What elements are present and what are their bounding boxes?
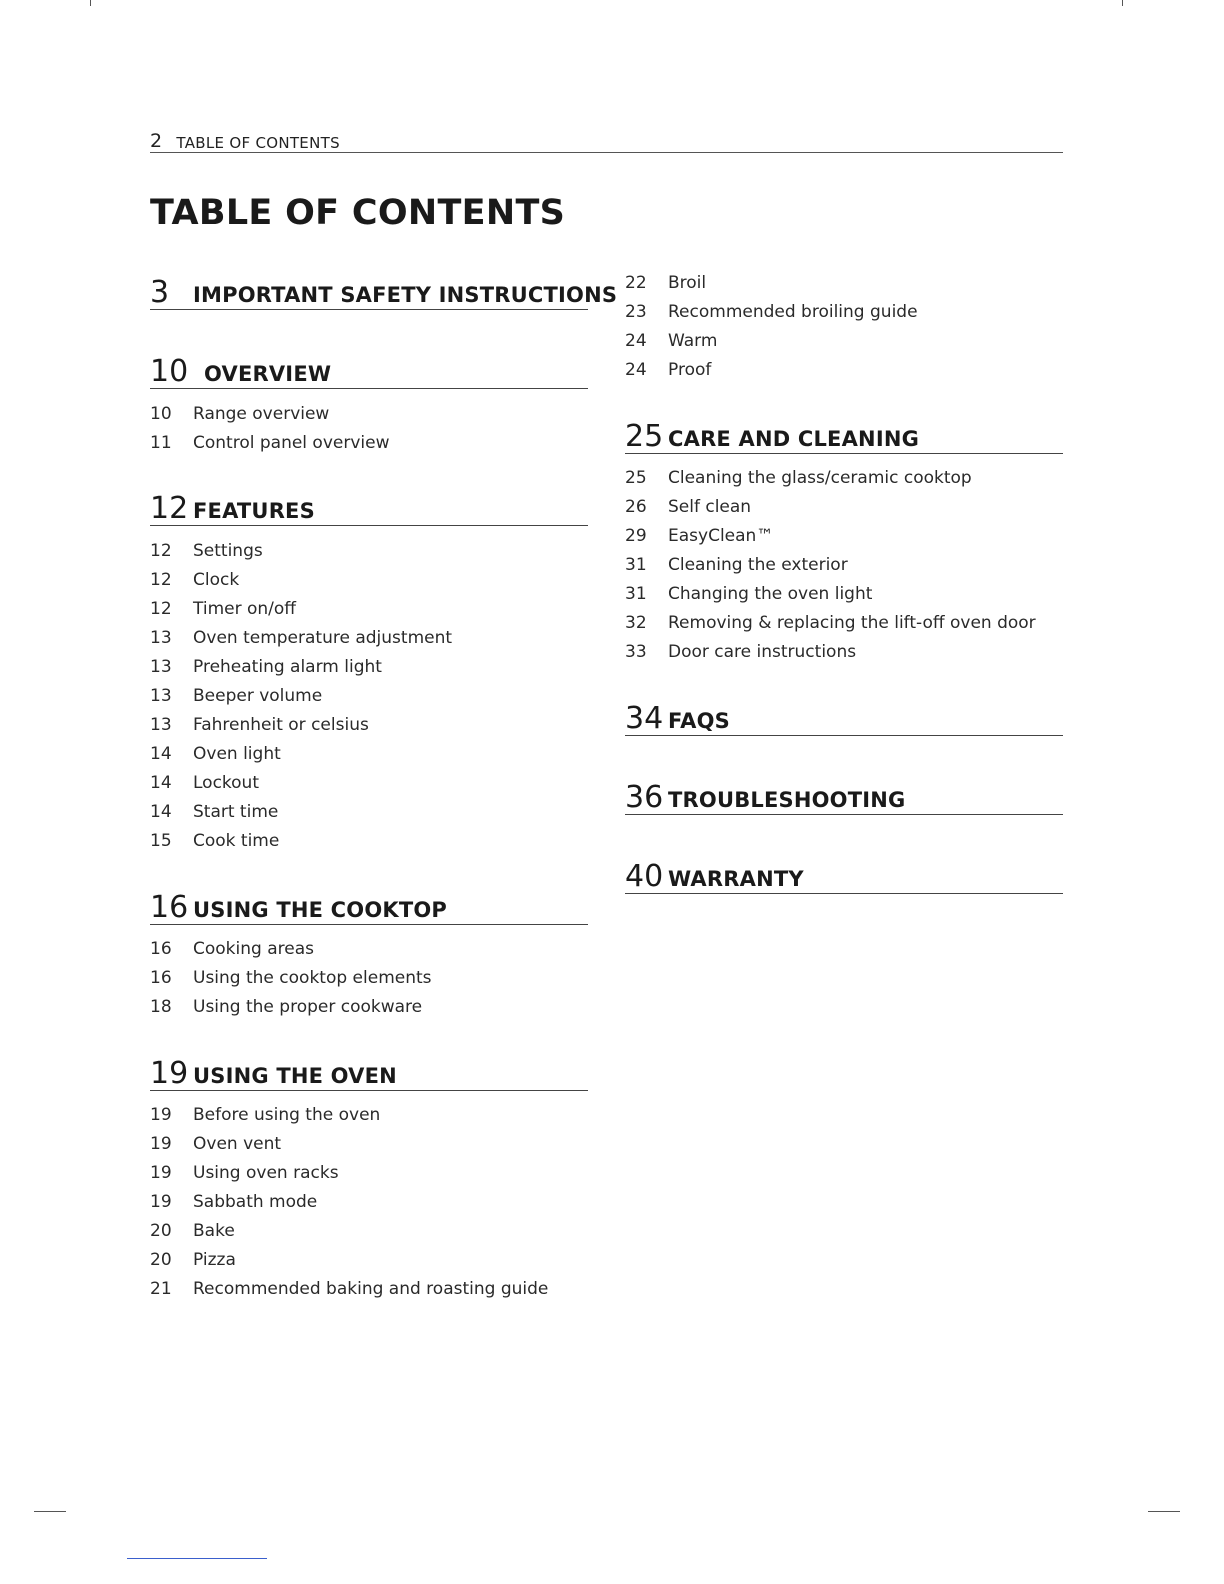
entry-title: Beeper volume	[193, 686, 323, 706]
toc-entry[interactable]	[625, 609, 1063, 638]
toc-entries	[150, 935, 588, 1022]
section-page-number: 40	[625, 859, 664, 894]
entry-title: Before using the oven	[193, 1105, 381, 1125]
toc-entry[interactable]	[625, 522, 1063, 551]
toc-entries	[150, 537, 588, 856]
entry-title: Bake	[193, 1221, 235, 1241]
toc-entry[interactable]	[150, 1101, 588, 1130]
section-heading	[150, 1056, 588, 1091]
entry-page-number: 18	[150, 997, 172, 1017]
entry-title: Pizza	[193, 1250, 236, 1270]
toc-entry[interactable]	[150, 711, 588, 740]
section-title: WARRANTY	[668, 867, 804, 891]
toc-entry[interactable]	[625, 327, 1063, 356]
toc-section-troubleshooting[interactable]	[625, 780, 1063, 815]
section-heading	[150, 275, 618, 310]
toc-entries	[625, 464, 1063, 667]
entry-title: Cooking areas	[193, 939, 314, 959]
entry-page-number: 13	[150, 657, 172, 677]
entry-title: Using the cooktop elements	[193, 968, 432, 988]
toc-entry[interactable]	[625, 356, 1063, 385]
toc-entry[interactable]	[150, 827, 588, 856]
entry-title: Range overview	[193, 404, 330, 424]
toc-entry[interactable]	[625, 551, 1063, 580]
toc-entry[interactable]	[150, 1130, 588, 1159]
entry-title: Start time	[193, 802, 279, 822]
section-heading	[150, 890, 588, 925]
entry-page-number: 14	[150, 773, 172, 793]
toc-entry[interactable]	[625, 298, 1063, 327]
entry-title: Proof	[668, 360, 712, 380]
entry-page-number: 15	[150, 831, 172, 851]
toc-section-warranty[interactable]	[625, 859, 1063, 894]
entry-title: Cleaning the exterior	[668, 555, 848, 575]
entry-title: Control panel overview	[193, 433, 390, 453]
entry-title: Oven temperature adjustment	[193, 628, 453, 648]
section-heading	[150, 354, 588, 389]
entry-title: Oven light	[193, 744, 281, 764]
entry-page-number: 10	[150, 404, 172, 424]
entry-title: Using oven racks	[193, 1163, 339, 1183]
entry-page-number: 31	[625, 555, 647, 575]
entry-page-number: 16	[150, 939, 172, 959]
section-title: USING THE COOKTOP	[193, 898, 448, 922]
entry-page-number: 24	[625, 331, 647, 351]
entry-page-number: 14	[150, 802, 172, 822]
toc-entry[interactable]	[625, 464, 1063, 493]
toc-section-features[interactable]	[150, 491, 588, 851]
toc-entry[interactable]	[150, 624, 588, 653]
entry-page-number: 14	[150, 744, 172, 764]
section-page-number: 19	[150, 1056, 189, 1091]
crop-mark	[1148, 1511, 1180, 1512]
toc-section-safety[interactable]	[150, 275, 618, 310]
page-title: TABLE OF CONTENTS	[150, 193, 566, 233]
entry-page-number: 13	[150, 715, 172, 735]
entry-title: Recommended baking and roasting guide	[193, 1279, 549, 1299]
entry-title: Preheating alarm light	[193, 657, 382, 677]
entry-page-number: 12	[150, 541, 172, 561]
toc-entry[interactable]	[150, 653, 588, 682]
footer-rule	[127, 1558, 267, 1559]
entry-page-number: 11	[150, 433, 172, 453]
section-page-number: 16	[150, 890, 189, 925]
section-heading	[625, 859, 1063, 894]
section-page-number: 25	[625, 419, 664, 454]
entry-page-number: 29	[625, 526, 647, 546]
toc-entry[interactable]	[625, 580, 1063, 609]
entry-page-number: 13	[150, 628, 172, 648]
toc-entry[interactable]	[150, 400, 588, 429]
entry-page-number: 20	[150, 1250, 172, 1270]
entry-title: Timer on/off	[193, 599, 297, 619]
section-title: FEATURES	[193, 499, 315, 523]
entry-page-number: 16	[150, 968, 172, 988]
entry-page-number: 19	[150, 1163, 172, 1183]
section-page-number: 36	[625, 780, 664, 815]
entry-page-number: 23	[625, 302, 647, 322]
section-heading	[625, 419, 1063, 454]
toc-section-oven[interactable]	[150, 1056, 588, 1299]
toc-entry[interactable]	[150, 566, 588, 595]
entry-title: Warm	[668, 331, 718, 351]
section-title: USING THE OVEN	[193, 1064, 397, 1088]
entry-title: Using the proper cookware	[193, 997, 423, 1017]
toc-entry[interactable]	[150, 1275, 588, 1304]
section-heading	[150, 491, 588, 526]
entry-page-number: 31	[625, 584, 647, 604]
toc-entry[interactable]	[150, 1188, 588, 1217]
entry-title: Door care instructions	[668, 642, 857, 662]
toc-section-care[interactable]	[625, 419, 1063, 662]
entry-page-number: 12	[150, 599, 172, 619]
section-heading	[625, 780, 1063, 815]
toc-entry[interactable]	[625, 269, 1063, 298]
section-title: OVERVIEW	[204, 362, 332, 386]
toc-section-cooktop[interactable]	[150, 890, 588, 1017]
entry-title: Cleaning the glass/ceramic cooktop	[668, 468, 972, 488]
entry-title: Broil	[668, 273, 707, 293]
entry-page-number: 20	[150, 1221, 172, 1241]
entry-title: Settings	[193, 541, 263, 561]
entry-title: Cook time	[193, 831, 280, 851]
page-number: 2	[150, 130, 163, 152]
section-page-number: 12	[150, 491, 189, 526]
section-title: TROUBLESHOOTING	[668, 788, 906, 812]
running-head	[150, 131, 1063, 153]
section-heading	[625, 701, 1063, 736]
entry-page-number: 21	[150, 1279, 172, 1299]
entry-page-number: 12	[150, 570, 172, 590]
entry-title: Fahrenheit or celsius	[193, 715, 369, 735]
entry-title: Sabbath mode	[193, 1192, 318, 1212]
toc-entry[interactable]	[150, 537, 588, 566]
toc-entry[interactable]	[150, 769, 588, 798]
toc-entry[interactable]	[150, 798, 588, 827]
entry-title: Clock	[193, 570, 240, 590]
toc-entry[interactable]	[150, 740, 588, 769]
toc-entry[interactable]	[625, 638, 1063, 667]
entry-title: Recommended broiling guide	[668, 302, 918, 322]
toc-entry[interactable]	[150, 1246, 588, 1275]
entry-page-number: 24	[625, 360, 647, 380]
section-title: FAQS	[668, 709, 730, 733]
entry-page-number: 13	[150, 686, 172, 706]
toc-entries	[150, 1101, 588, 1304]
entry-title: Oven vent	[193, 1134, 282, 1154]
entry-page-number: 19	[150, 1134, 172, 1154]
toc-entry[interactable]	[150, 1217, 588, 1246]
toc-entry[interactable]	[150, 1159, 588, 1188]
toc-entry[interactable]	[150, 595, 588, 624]
crop-mark	[34, 1511, 66, 1512]
section-page-number: 3	[150, 275, 170, 310]
entry-page-number: 19	[150, 1192, 172, 1212]
entry-title: Lockout	[193, 773, 259, 793]
entry-title: Self clean	[668, 497, 752, 517]
running-head-title: TABLE OF CONTENTS	[176, 134, 340, 152]
section-title: CARE AND CLEANING	[668, 427, 920, 451]
toc-section-overview[interactable]	[150, 354, 588, 453]
toc-entry[interactable]	[150, 935, 588, 964]
toc-entry[interactable]	[150, 682, 588, 711]
toc-entries	[625, 269, 1063, 385]
crop-mark	[90, 0, 91, 6]
entry-page-number: 32	[625, 613, 647, 633]
entry-page-number: 25	[625, 468, 647, 488]
toc-entries	[150, 400, 588, 458]
section-page-number: 34	[625, 701, 664, 736]
entry-title: EasyClean™	[668, 526, 774, 546]
toc-entry[interactable]	[625, 493, 1063, 522]
crop-mark	[1122, 0, 1123, 6]
section-page-number: 10	[150, 354, 189, 389]
entry-title: Changing the oven light	[668, 584, 873, 604]
toc-entry[interactable]	[150, 964, 588, 993]
entry-page-number: 26	[625, 497, 647, 517]
entry-page-number: 19	[150, 1105, 172, 1125]
entry-title: Removing & replacing the lift-off oven door	[668, 613, 1036, 633]
entry-page-number: 22	[625, 273, 647, 293]
entry-page-number: 33	[625, 642, 647, 662]
toc-entry[interactable]	[150, 429, 588, 458]
toc-section-faqs[interactable]	[625, 701, 1063, 736]
toc-entry[interactable]	[150, 993, 588, 1022]
section-title: IMPORTANT SAFETY INSTRUCTIONS	[193, 283, 618, 307]
